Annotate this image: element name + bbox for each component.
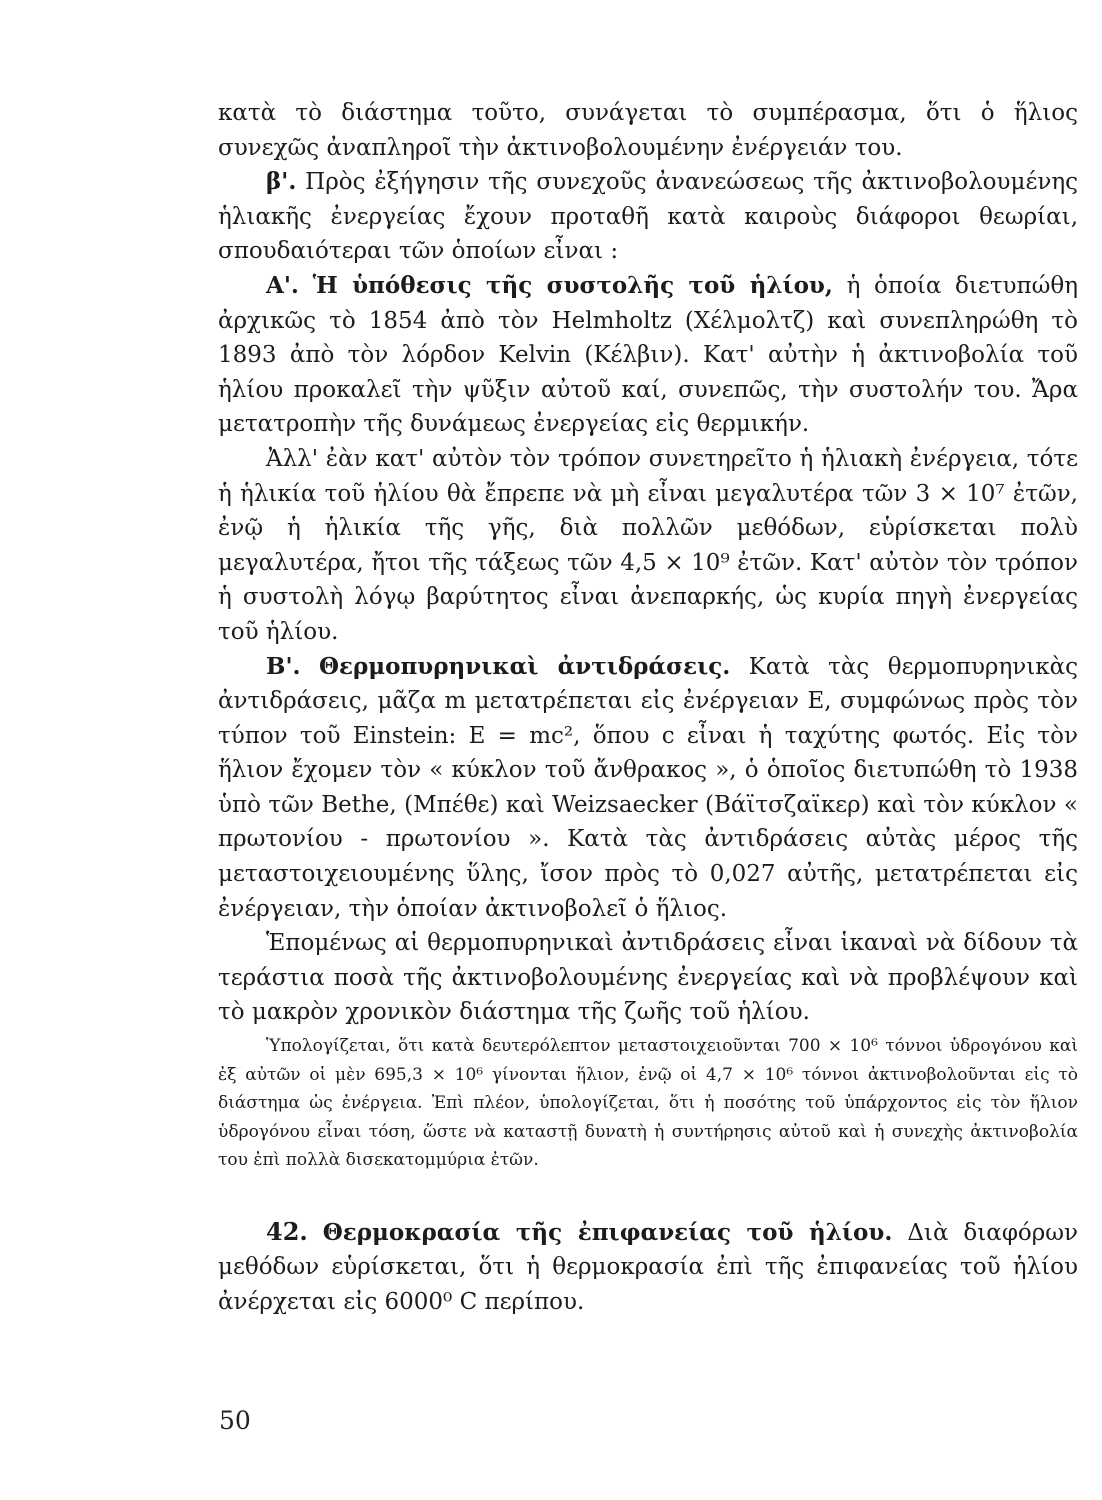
section-42 bbox=[218, 1215, 1078, 1320]
paragraph-b-label: β'. bbox=[266, 168, 297, 196]
hypothesis-a-label: Α'. bbox=[266, 271, 299, 299]
section-42-title: Θερμοκρασία τῆς ἐπιφανείας τοῦ ἡλίου. bbox=[322, 1218, 893, 1246]
hypothesis-a-title: Ἡ ὑπόθεσις τῆς συστολῆς τοῦ ἡλίου, bbox=[312, 271, 833, 299]
hypothesis-a-text: ἡ ὁποία διετυπώθη ἀρχικῶς τὸ 1854 ἀπὸ τὸν Helmholtz (Χέλμολτζ) καὶ συνεπληρώθη τὸ 1893 ἀπὸ τὸν λόρδον Kelvin (Κέλβιν). Κατ' αὐτὴν ἡ ἀκτινοβολία τοῦ ἡλίου προκαλεῖ τὴν ψῦξιν αὐτοῦ καί, συνεπῶς, τὴν συστολήν του. Ἄρα μετατροπὴν τῆς δυνάμεως ἐνεργείας εἰς θερμικήν. bbox=[218, 272, 1079, 438]
paragraph-b bbox=[218, 165, 1078, 269]
page-number: 50 bbox=[219, 1406, 251, 1435]
paragraph-conclusion: Ἑπομένως αἱ θερμοπυρηνικαὶ ἀντιδράσεις εἶναι ἱκαναὶ νὰ δίδουν τὰ τεράστια ποσὰ τῆς ἀκτινοβολουμένης ἐνεργείας καὶ νὰ προβλέψουν καὶ τὸ μακρὸν χρονικὸν διάστημα τῆς ζωῆς τοῦ ἡλίου. bbox=[218, 930, 1078, 1026]
paragraph-contraction-insufficient: Ἀλλ' ἐὰν κατ' αὐτὸν τὸν τρόπον συνετηρεῖτο ἡ ἡλιακὴ ἐνέργεια, τότε ἡ ἡλικία τοῦ ἡλίου θὰ ἔπρεπε νὰ μὴ εἶναι μεγαλυτέρα τῶν 3 × 10⁷ ἐτῶν, ἐνῷ ἡ ἡλικία τῆς γῆς, διὰ πολλῶν μεθόδων, εὑρίσκεται πολὺ μεγαλυτέρα, ἤτοι τῆς τάξεως τῶν 4,5 × 10⁹ ἐτῶν. Κατ' αὐτὸν τὸν τρόπον ἡ συστολὴ λόγῳ βαρύτητος εἶναι ἀνεπαρκής, ὡς κυρία πηγὴ ἐνεργείας τοῦ ἡλίου. bbox=[218, 445, 1078, 645]
section-42-number: 42. bbox=[266, 1216, 308, 1246]
paragraph-thermonuclear bbox=[218, 650, 1078, 927]
hypothesis-b-label: Β'. bbox=[266, 652, 301, 680]
section-42-text: Διὰ διαφόρων μεθόδων εὑρίσκεται, ὅτι ἡ θερμοκρασία ἐπὶ τῆς ἐπιφανείας τοῦ ἡλίου ἀνέρχεται εἰς 6000⁰ C περίπου. bbox=[218, 1219, 1079, 1315]
hypothesis-b-text: Κατὰ τὰς θερμοπυρηνικὰς ἀντιδράσεις, μᾶζα m μετατρέπεται εἰς ἐνέργειαν Ε, συμφώνως πρὸς τὸν τύπον τοῦ Einstein: Ε = mc², ὅπου c εἶναι ἡ ταχύτης φωτός. Εἰς τὸν ἥλιον ἔχομεν τὸν « κύκλον τοῦ ἄνθρακος », ὁ ὁποῖος διετυπώθη τὸ 1938 ὑπὸ τῶν Bethe, (Μπέθε) καὶ Weizsaecker (Βάϊτσζαϊκερ) καὶ τὸν κύκλον « πρωτονίου - πρωτονίου ». Κατὰ τὰς ἀντιδράσεις αὐτὰς μέρος τῆς μεταστοιχειουμένης ὕλης, ἴσον πρὸς τὸ 0,027 αὐτῆς, μετατρέπεται εἰς ἐνέργειαν, τὴν ὁποίαν ἀκτινοβολεῖ ὁ ἥλιος. bbox=[218, 653, 1079, 922]
paragraph-intro: κατὰ τὸ διάστημα τοῦτο, συνάγεται τὸ συμπέρασμα, ὅτι ὁ ἥλιος συνεχῶς ἀναπληροῖ τὴν ἀκτινοβολουμένην ἐνέργειάν του. bbox=[218, 100, 1078, 161]
page-body bbox=[218, 96, 1078, 1319]
hypothesis-b-title: Θερμοπυρηνικαὶ ἀντιδράσεις. bbox=[318, 652, 731, 680]
paragraph-hypothesis-contraction bbox=[218, 269, 1078, 442]
footnote: Ὑπολογίζεται, ὅτι κατὰ δευτερόλεπτον μεταστοιχειοῦνται 700 × 10⁶ τόννοι ὑδρογόνου καὶ ἐξ αὐτῶν οἱ μὲν 695,3 × 10⁶ γίνονται ἥλιον, ἐνῷ οἱ 4,7 × 10⁶ τόννοι ἀκτινοβολοῦνται εἰς τὸ διάστημα ὡς ἐνέργεια. Ἐπὶ πλέον, ὑπολογίζεται, ὅτι ἡ ποσότης τοῦ ὑπάρχοντος εἰς τὸν ἥλιον ὑδρογόνου εἶναι τόση, ὥστε νὰ καταστῇ δυνατὴ ἡ συντήρησις αὐτοῦ καὶ ἡ συνεχὴς ἀκτινοβολία του ἐπὶ πολλὰ δισεκατομμύρια ἐτῶν. bbox=[218, 1036, 1078, 1171]
paragraph-b-text: Πρὸς ἐξήγησιν τῆς συνεχοῦς ἀνανεώσεως τῆς ἀκτινοβολουμένης ἡλιακῆς ἐνεργείας ἔχουν προταθῆ κατὰ καιροὺς διάφοροι θεωρίαι, σπουδαιότεραι τῶν ὁποίων εἶναι : bbox=[218, 169, 1079, 265]
